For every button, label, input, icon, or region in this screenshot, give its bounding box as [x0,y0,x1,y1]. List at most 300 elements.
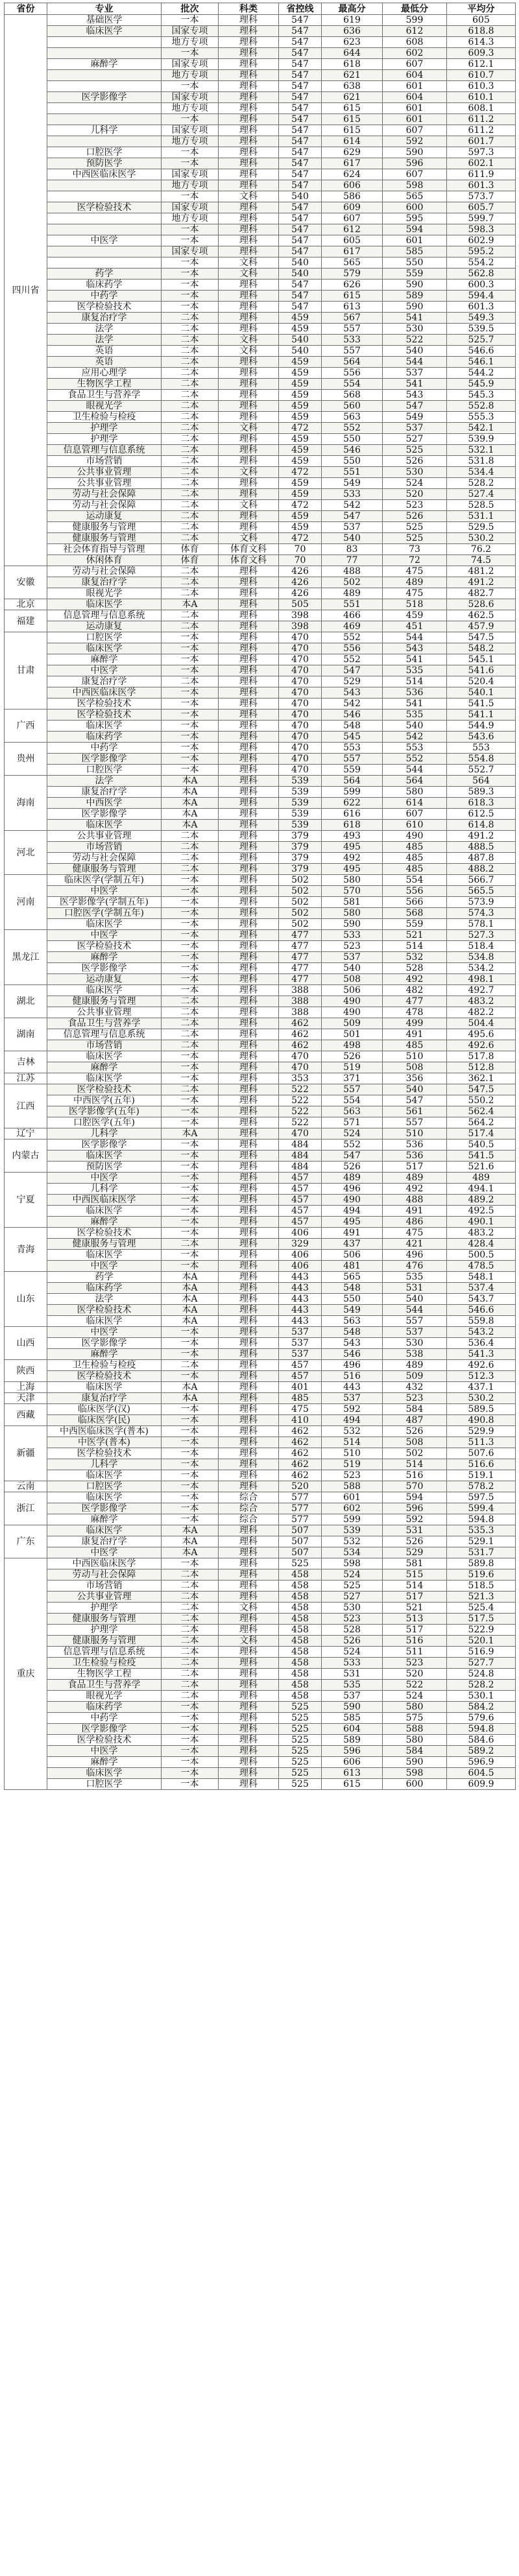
control-line-cell: 505 [279,599,322,610]
max-score-cell: 590 [322,919,383,930]
batch-cell: 一本 [162,1558,219,1569]
control-line-cell: 577 [279,1492,322,1503]
max-score-cell: 523 [322,1470,383,1481]
category-cell: 理科 [219,169,279,180]
avg-score-cell: 530.2 [447,533,516,544]
max-score-cell: 488 [322,566,383,577]
min-score-cell: 590 [383,302,447,313]
category-cell: 理科 [219,246,279,257]
table-row [5,643,516,654]
control-line-cell: 547 [279,169,322,180]
category-cell: 理科 [219,897,279,908]
control-line-cell: 484 [279,1151,322,1162]
major-cell: 临床医学 [47,1492,162,1503]
table-row [5,610,516,621]
table-row [5,1768,516,1779]
batch-cell: 一本 [162,191,219,202]
min-score-cell: 476 [383,1261,447,1272]
batch-cell: 一本 [162,1228,219,1239]
category-cell: 理科 [219,1228,279,1239]
max-score-cell: 602 [322,1503,383,1514]
category-cell: 理科 [219,610,279,621]
max-score-cell: 501 [322,1029,383,1040]
category-cell: 理科 [219,1459,279,1470]
max-score-cell: 537 [322,522,383,533]
category-cell: 理科 [219,1106,279,1117]
avg-score-cell: 500.5 [447,1250,516,1261]
min-score-cell: 517 [383,1592,447,1603]
max-score-cell: 553 [322,743,383,754]
category-cell: 理科 [219,776,279,787]
control-line-cell: 472 [279,533,322,544]
major-cell: 生物医学工程 [47,1669,162,1680]
control-line-cell: 470 [279,1062,322,1073]
max-score-cell: 527 [322,1592,383,1603]
avg-score-cell: 578.1 [447,919,516,930]
major-cell: 劳动与社会保障 [47,566,162,577]
table-row [5,897,516,908]
category-cell: 理科 [219,412,279,423]
avg-score-cell: 535.3 [447,1525,516,1536]
category-cell: 理科 [219,445,279,456]
max-score-cell: 556 [322,643,383,654]
control-line-cell: 379 [279,853,322,864]
category-cell: 理科 [219,1261,279,1272]
max-score-cell: 618 [322,820,383,831]
max-score-cell: 571 [322,1117,383,1128]
control-line-cell: 522 [279,1095,322,1106]
avg-score-cell: 487.8 [447,853,516,864]
major-cell: 食品卫生与营养学 [47,390,162,401]
major-cell: 临床医学 [47,1051,162,1062]
min-score-cell: 580 [383,1702,447,1713]
avg-score-cell: 518.4 [447,941,516,952]
max-score-cell: 596 [322,1746,383,1757]
avg-score-cell: 584.6 [447,1735,516,1746]
category-cell: 文科 [219,346,279,357]
category-cell: 理科 [219,324,279,335]
table-row [5,1702,516,1713]
table-row [5,390,516,401]
header-batch: 批次 [162,3,219,15]
table-row [5,1547,516,1558]
max-score-cell: 533 [322,930,383,941]
batch-cell: 国家专项 [162,202,219,213]
major-cell: 康复治疗学 [47,676,162,687]
min-score-cell: 486 [383,1217,447,1228]
max-score-cell: 494 [322,1415,383,1426]
control-line-cell: 507 [279,1525,322,1536]
major-cell: 社会体育指导与管理 [47,544,162,555]
category-cell: 理科 [219,1592,279,1603]
control-line-cell: 459 [279,478,322,489]
category-cell: 理科 [219,908,279,919]
major-cell: 护理学 [47,423,162,434]
avg-score-cell: 611.9 [447,169,516,180]
category-cell: 理科 [219,302,279,313]
avg-score-cell: 483.2 [447,996,516,1007]
category-cell: 理科 [219,621,279,632]
category-cell: 理科 [219,1536,279,1547]
batch-cell: 一本 [162,1746,219,1757]
control-line-cell: 525 [279,1779,322,1790]
min-score-cell: 536 [383,687,447,698]
avg-score-cell: 541.5 [447,1151,516,1162]
batch-cell: 二本 [162,1029,219,1040]
table-row [5,1525,516,1536]
table-row [5,1779,516,1790]
min-score-cell: 528 [383,963,447,974]
category-cell: 理科 [219,875,279,886]
avg-score-cell: 601.3 [447,302,516,313]
major-cell: 中医学 [47,235,162,246]
min-score-cell: 514 [383,941,447,952]
category-cell: 理科 [219,92,279,103]
max-score-cell: 540 [322,963,383,974]
max-score-cell: 613 [322,1768,383,1779]
batch-cell: 本A [162,1305,219,1316]
batch-cell: 二本 [162,423,219,434]
batch-cell: 一本 [162,268,219,280]
control-line-cell: 470 [279,632,322,643]
min-score-cell: 488 [383,1195,447,1206]
table-row [5,765,516,776]
control-line-cell: 470 [279,665,322,676]
category-cell: 理科 [219,180,279,191]
min-score-cell: 599 [383,15,447,26]
table-row [5,1680,516,1691]
major-cell: 信息管理与信息系统 [47,1029,162,1040]
control-line-cell: 457 [279,1184,322,1195]
major-cell: 卫生检验与检疫 [47,1360,162,1371]
batch-cell: 一本 [162,1404,219,1415]
avg-score-cell: 612.5 [447,809,516,820]
control-line-cell: 547 [279,48,322,59]
province-cell: 四川省 [5,15,47,566]
max-score-cell: 537 [322,952,383,963]
min-score-cell: 537 [383,1327,447,1338]
table-row [5,1338,516,1349]
major-cell: 劳动与社会保障 [47,489,162,500]
max-score-cell: 601 [322,1492,383,1503]
batch-cell: 二本 [162,853,219,864]
avg-score-cell: 537.4 [447,1283,516,1294]
major-cell: 儿科学 [47,125,162,136]
table-row [5,1139,516,1151]
max-score-cell: 552 [322,423,383,434]
table-row [5,941,516,952]
table-row [5,776,516,787]
control-line-cell: 525 [279,1724,322,1735]
table-row [5,500,516,511]
avg-score-cell: 489 [447,1173,516,1184]
major-cell: 中医学 [47,1547,162,1558]
category-cell: 理科 [219,1007,279,1018]
avg-score-cell: 610.7 [447,70,516,81]
avg-score-cell: 522.9 [447,1625,516,1636]
max-score-cell: 519 [322,1062,383,1073]
control-line-cell: 539 [279,787,322,798]
major-cell: 口腔医学 [47,1481,162,1492]
max-score-cell: 580 [322,908,383,919]
batch-cell: 二本 [162,489,219,500]
table-row [5,291,516,302]
category-cell: 理科 [219,1283,279,1294]
table-header-row [5,3,516,15]
control-line-cell: 457 [279,1360,322,1371]
category-cell: 理科 [219,654,279,665]
major-cell: 中医学 [47,1261,162,1272]
min-score-cell: 525 [383,445,447,456]
control-line-cell: 470 [279,743,322,754]
avg-score-cell: 542.1 [447,423,516,434]
major-cell [47,114,162,125]
major-cell: 医学检验技术 [47,1448,162,1459]
table-row [5,191,516,202]
control-line-cell: 398 [279,621,322,632]
major-cell: 医学影像学 [47,809,162,820]
batch-cell: 一本 [162,1415,219,1426]
major-cell: 临床医学 [47,721,162,732]
max-score-cell: 532 [322,1426,383,1437]
table-row [5,1206,516,1217]
batch-cell: 一本 [162,963,219,974]
control-line-cell: 458 [279,1680,322,1691]
major-cell: 运动康复 [47,974,162,985]
max-score-cell: 519 [322,1459,383,1470]
major-cell: 临床药学 [47,1702,162,1713]
category-cell: 理科 [219,1779,279,1790]
major-cell: 医学检验技术 [47,1305,162,1316]
major-cell: 麻醉学 [47,1349,162,1360]
batch-cell: 本A [162,820,219,831]
max-score-cell: 570 [322,886,383,897]
control-line-cell: 459 [279,456,322,467]
min-score-cell: 485 [383,1040,447,1051]
control-line-cell: 379 [279,842,322,853]
category-cell: 理科 [219,81,279,92]
avg-score-cell: 548.1 [447,1272,516,1283]
max-score-cell: 599 [322,787,383,798]
avg-score-cell: 511.3 [447,1437,516,1448]
batch-cell: 一本 [162,754,219,765]
category-cell: 理科 [219,1316,279,1327]
max-score-cell: 614 [322,136,383,147]
batch-cell: 一本 [162,886,219,897]
province-cell: 贵州 [5,743,47,776]
avg-score-cell: 602.1 [447,158,516,169]
major-cell: 中西医临床医学 [47,1195,162,1206]
batch-cell: 二本 [162,1360,219,1371]
table-row [5,1503,516,1514]
table-row [5,1481,516,1492]
avg-score-cell: 519.1 [447,1470,516,1481]
table-row [5,1040,516,1051]
table-row [5,136,516,147]
min-score-cell: 598 [383,1768,447,1779]
max-score-cell: 547 [322,1151,383,1162]
major-cell: 医学检验技术 [47,302,162,313]
control-line-cell: 507 [279,1547,322,1558]
table-row [5,235,516,246]
batch-cell: 二本 [162,313,219,324]
max-score-cell: 498 [322,1040,383,1051]
min-score-cell: 524 [383,478,447,489]
major-cell: 医学检验技术 [47,941,162,952]
province-cell: 北京 [5,599,47,610]
major-cell: 临床药学 [47,1283,162,1294]
max-score-cell: 490 [322,1195,383,1206]
avg-score-cell: 598.3 [447,224,516,235]
control-line-cell: 547 [279,81,322,92]
max-score-cell: 443 [322,1382,383,1393]
table-row [5,37,516,48]
min-score-cell: 491 [383,1029,447,1040]
major-cell: 医学检验技术 [47,1228,162,1239]
batch-cell: 一本 [162,1327,219,1338]
max-score-cell: 550 [322,456,383,467]
major-cell: 护理学 [47,1625,162,1636]
batch-cell: 本A [162,599,219,610]
max-score-cell: 523 [322,1614,383,1625]
max-score-cell: 547 [322,511,383,522]
min-score-cell: 432 [383,1382,447,1393]
max-score-cell: 585 [322,1713,383,1724]
batch-cell: 一本 [162,1117,219,1128]
table-row [5,268,516,280]
control-line-cell: 547 [279,70,322,81]
admission-scores-table [4,3,516,1790]
min-score-cell: 517 [383,1625,447,1636]
category-cell: 理科 [219,1426,279,1437]
category-cell: 理科 [219,1746,279,1757]
avg-score-cell: 531.8 [447,456,516,467]
table-row [5,1625,516,1636]
table-row [5,1062,516,1073]
major-cell: 中西医临床医学 [47,1558,162,1569]
table-row [5,1580,516,1592]
min-score-cell: 604 [383,92,447,103]
avg-score-cell: 564 [447,776,516,787]
batch-cell: 二本 [162,566,219,577]
category-cell: 理科 [219,1757,279,1768]
province-cell: 湖北 [5,985,47,1018]
avg-score-cell: 573.9 [447,897,516,908]
batch-cell: 二本 [162,390,219,401]
avg-score-cell: 492.7 [447,985,516,996]
avg-score-cell: 478.5 [447,1261,516,1272]
category-cell: 理科 [219,1382,279,1393]
category-cell: 理科 [219,1327,279,1338]
major-cell: 康复治疗学 [47,313,162,324]
avg-score-cell: 488.2 [447,864,516,875]
control-line-cell: 462 [279,1040,322,1051]
category-cell: 文科 [219,257,279,268]
avg-score-cell: 489.2 [447,1195,516,1206]
table-row [5,952,516,963]
min-score-cell: 544 [383,1305,447,1316]
max-score-cell: 545 [322,732,383,743]
category-cell: 理科 [219,1481,279,1492]
control-line-cell: 520 [279,1481,322,1492]
max-score-cell: 542 [322,500,383,511]
max-score-cell: 629 [322,147,383,158]
avg-score-cell: 618.8 [447,26,516,37]
table-row [5,908,516,919]
table-row [5,478,516,489]
table-row [5,489,516,500]
avg-score-cell: 529.9 [447,1426,516,1437]
control-line-cell: 426 [279,566,322,577]
min-score-cell: 516 [383,1470,447,1481]
table-row [5,754,516,765]
max-score-cell: 579 [322,268,383,280]
table-row [5,434,516,445]
max-score-cell: 580 [322,875,383,886]
control-line-cell: 443 [279,1272,322,1283]
control-line-cell: 525 [279,1768,322,1779]
control-line-cell: 540 [279,268,322,280]
avg-score-cell: 498.1 [447,974,516,985]
major-cell: 公共事业管理 [47,831,162,842]
table-row [5,798,516,809]
major-cell: 临床医学 [47,919,162,930]
batch-cell: 一本 [162,147,219,158]
category-cell: 理科 [219,985,279,996]
control-line-cell: 462 [279,1448,322,1459]
major-cell: 口腔医学 [47,632,162,643]
table-row [5,974,516,985]
max-score-cell: 556 [322,368,383,379]
min-score-cell: 522 [383,1680,447,1691]
max-score-cell: 496 [322,1360,383,1371]
province-cell: 云南 [5,1481,47,1492]
min-score-cell: 612 [383,26,447,37]
province-cell: 吉林 [5,1051,47,1073]
major-cell: 临床医学 [47,26,162,37]
table-row [5,1614,516,1625]
control-line-cell: 379 [279,831,322,842]
major-cell: 生物医学工程 [47,379,162,390]
table-row [5,687,516,698]
control-line-cell: 577 [279,1503,322,1514]
category-cell: 理科 [219,632,279,643]
category-cell: 理科 [219,1338,279,1349]
province-cell: 重庆 [5,1558,47,1790]
major-cell: 健康服务与管理 [47,996,162,1007]
table-row [5,511,516,522]
control-line-cell: 547 [279,37,322,48]
table-row [5,676,516,687]
min-score-cell: 594 [383,1492,447,1503]
batch-cell: 一本 [162,1062,219,1073]
min-score-cell: 584 [383,1404,447,1415]
batch-cell: 一本 [162,1724,219,1735]
batch-cell: 一本 [162,643,219,654]
avg-score-cell: 546.6 [447,1305,516,1316]
avg-score-cell: 541.6 [447,665,516,676]
category-cell: 理科 [219,930,279,941]
control-line-cell: 457 [279,1206,322,1217]
batch-cell: 二本 [162,401,219,412]
min-score-cell: 529 [383,1547,447,1558]
control-line-cell: 547 [279,125,322,136]
category-cell: 理科 [219,1470,279,1481]
min-score-cell: 590 [383,147,447,158]
batch-cell: 本A [162,1525,219,1536]
control-line-cell: 379 [279,864,322,875]
batch-cell: 一本 [162,1757,219,1768]
